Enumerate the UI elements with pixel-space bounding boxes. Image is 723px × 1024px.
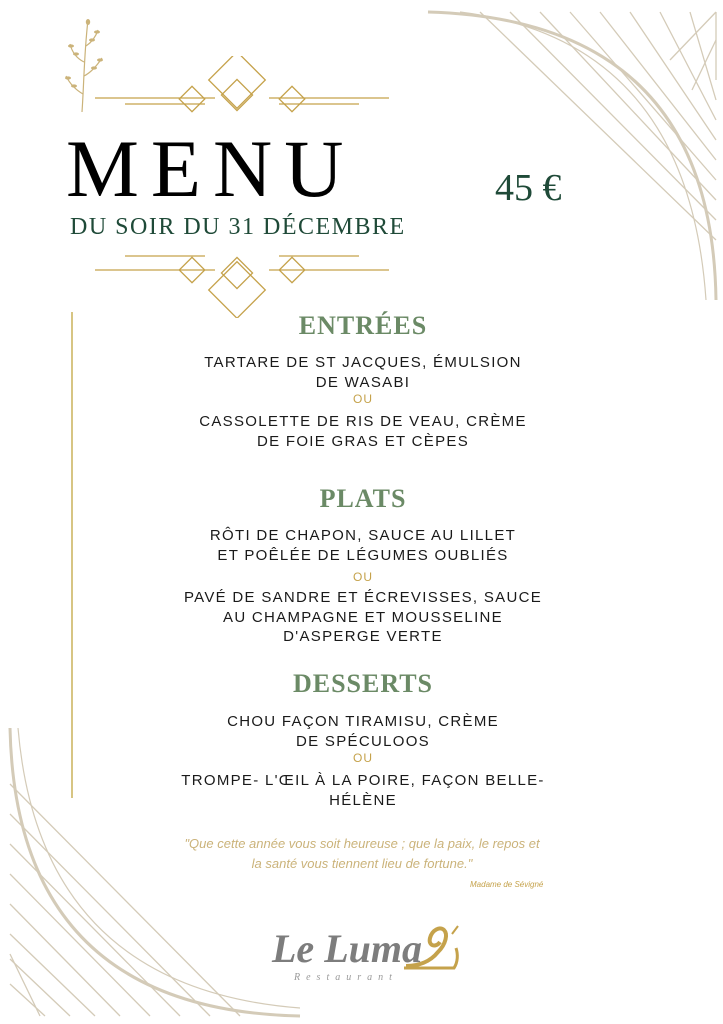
section-heading: PLATS (319, 484, 407, 513)
menu-price: 45 € (495, 167, 562, 209)
section-desserts (110, 671, 616, 810)
quote-text: "Que cette année vous soit heureuse ; que la paix, le repos et la santé vous tiennent lieu de fortune." (184, 836, 540, 871)
section-plats (110, 486, 616, 647)
logo-wordmark: Le Luma (272, 926, 422, 971)
page-title: MENU (66, 123, 356, 214)
dish-item: CASSOLETTE DE RIS DE VEAU, CRÈME DE FOIE GRAS ET CÈPES (199, 413, 527, 450)
corner-sunburst-top-right (420, 0, 723, 310)
separator-ou: OU (353, 570, 373, 584)
page-subtitle: DU SOIR DU 31 DÉCEMBRE (70, 214, 406, 240)
art-deco-ornament-top (95, 56, 389, 120)
dish-item: TARTARE DE ST JACQUES, ÉMULSION DE WASABI (204, 354, 522, 391)
section-entrees (110, 313, 616, 451)
dish-item: RÔTI DE CHAPON, SAUCE AU LILLET ET POÊLÉE DE LÉGUMES OUBLIÉS (209, 527, 517, 564)
quote-author: Madame de Sévigné (470, 880, 544, 889)
vertical-divider (71, 312, 73, 798)
dish-item: TROMPE- L'ŒIL À LA POIRE, FAÇON BELLE-HÉLÈNE (181, 772, 545, 809)
dish-item: PAVÉ DE SANDRE ET ÉCREVISSES, SAUCE AU CHAMPAGNE ET MOUSSELINE D'ASPERGE VERTE (183, 589, 543, 645)
dish-item: CHOU FAÇON TIRAMISU, CRÈME DE SPÉCULOOS (227, 713, 499, 750)
separator-ou: OU (353, 392, 373, 406)
section-heading: ENTRÉES (298, 311, 428, 340)
separator-ou: OU (353, 751, 373, 765)
logo-tagline: Restaurant (294, 972, 398, 983)
section-heading: DESSERTS (292, 669, 434, 698)
art-deco-ornament-bottom (95, 252, 389, 318)
